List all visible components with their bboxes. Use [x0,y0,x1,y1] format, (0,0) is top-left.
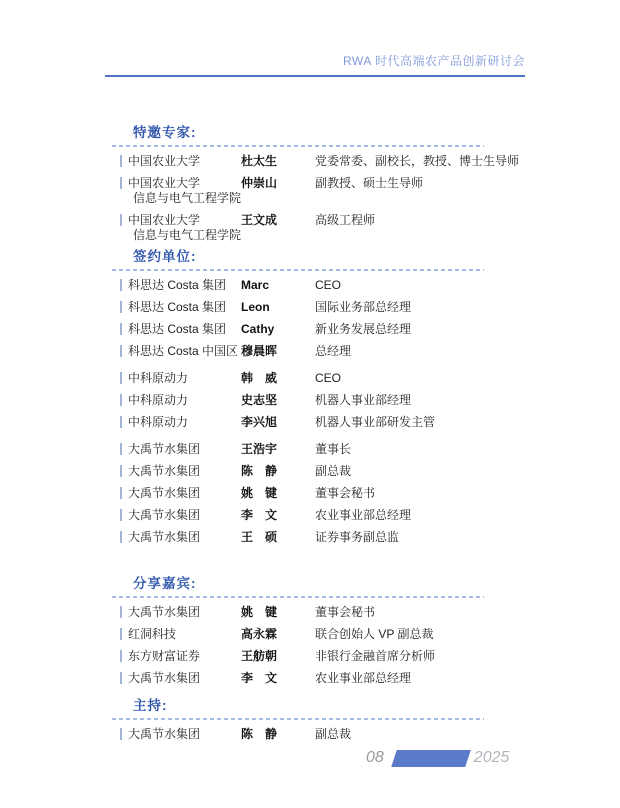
person-name-cell: 姚 键 [241,486,278,500]
section-divider [112,718,484,720]
row-group [105,371,525,430]
organization-cell: 中科原动力 [128,393,189,407]
section-signing-units [105,249,525,545]
section-title: 特邀专家: [133,125,197,140]
row-marker [120,372,122,384]
job-title-cell: 董事会秘书 [315,486,376,500]
job-title-cell: 新业务发展总经理 [315,322,412,336]
person-name-cell: 陈 静 [241,727,278,741]
table-row [105,344,525,359]
footer-year: 2025 [473,749,510,766]
row-marker [120,394,122,406]
person-name-cell: 王浩宇 [241,442,278,456]
job-title-cell: CEO [315,278,342,292]
row-marker [120,465,122,477]
row-marker [120,279,122,291]
table-row [105,649,525,664]
organization-cell: 中国农业大学 信息与电气工程学院 [128,213,242,242]
job-title-cell: 非银行金融首席分析师 [315,649,436,663]
table-row [105,530,525,545]
person-name-cell: Leon [241,300,270,314]
person-name-cell: 姚 键 [241,605,278,619]
organization-cell: 中科原动力 [128,415,189,429]
job-title-cell: 机器人事业部研发主管 [315,415,436,429]
organization-cell: 科思达 Costa 集团 [128,278,227,292]
person-name-cell: 穆晨晖 [241,344,278,358]
job-title-cell: CEO [315,371,342,385]
organization-cell: 科思达 Costa 集团 [128,300,227,314]
row-marker [120,509,122,521]
job-title-cell: 党委常委、副校长，教授、博士生导师 [315,154,520,168]
table-row [105,154,525,169]
row-marker [120,177,122,189]
section-divider [112,596,484,598]
person-name-cell: 仲崇山 [241,176,278,190]
section-title: 签约单位: [133,249,197,264]
row-group [105,442,525,545]
job-title-cell: 农业事业部总经理 [315,671,412,685]
organization-cell: 中科原动力 [128,371,189,385]
row-marker [120,728,122,740]
section-host [105,698,525,742]
table-row [105,464,525,479]
section-title: 主持: [133,698,168,713]
person-name-cell: 韩 威 [241,371,278,385]
person-name-cell: Marc [241,278,270,292]
row-marker [120,443,122,455]
row-marker [120,487,122,499]
organization-line2: 信息与电气工程学院 [133,228,242,242]
person-name-cell: 史志坚 [241,393,278,407]
footer-accent-bar [391,750,471,767]
person-name-cell: 李兴旭 [241,415,278,429]
row-marker [120,155,122,167]
row-marker [120,650,122,662]
job-title-cell: 董事长 [315,442,352,456]
table-row [105,300,525,315]
job-title-cell: 机器人事业部经理 [315,393,412,407]
table-row [105,393,525,408]
organization-cell: 大禹节水集团 [128,508,201,522]
page-footer [366,749,509,767]
organization-cell: 大禹节水集团 [128,671,201,685]
job-title-cell: 董事会秘书 [315,605,376,619]
job-title-cell: 联合创始人 VP 副总裁 [315,627,434,641]
organization-cell: 科思达 Costa 中国区 [128,344,239,358]
person-name-cell: 王文成 [241,213,278,227]
row-marker [120,531,122,543]
row-marker [120,214,122,226]
table-row [105,442,525,457]
organization-cell: 大禹节水集团 [128,530,201,544]
section-sharing-guests [105,576,525,686]
table-row [105,486,525,501]
organization-cell: 中国农业大学 信息与电气工程学院 [128,176,242,205]
page-header [105,0,525,77]
organization-cell: 大禹节水集团 [128,464,201,478]
job-title-cell: 副总裁 [315,727,352,741]
organization-cell: 大禹节水集团 [128,605,201,619]
row-group [105,154,525,243]
section-invited-experts [105,125,525,243]
table-row [105,176,525,206]
row-group [105,605,525,686]
organization-cell: 东方财富证券 [128,649,201,663]
table-row [105,213,525,243]
table-row [105,627,525,642]
footer-page-number: 08 [366,749,384,766]
organization-cell: 大禹节水集团 [128,727,201,741]
person-name-cell: 王 硕 [241,530,278,544]
table-row [105,508,525,523]
job-title-cell: 副总裁 [315,464,352,478]
table-row [105,415,525,430]
row-marker [120,345,122,357]
person-name-cell: 李 文 [241,508,278,522]
organization-cell: 大禹节水集团 [128,486,201,500]
row-marker [120,323,122,335]
organization-cell: 科思达 Costa 集团 [128,322,227,336]
section-title: 分享嘉宾: [133,576,197,591]
job-title-cell: 国际业务部总经理 [315,300,412,314]
job-title-cell: 农业事业部总经理 [315,508,412,522]
organization-cell: 中国农业大学 [128,154,201,168]
row-marker [120,606,122,618]
row-marker [120,301,122,313]
table-row [105,322,525,337]
person-name-cell: 王舫朝 [241,649,278,663]
row-marker [120,672,122,684]
header-title: RWA 时代高端农产品创新研讨会 [342,54,525,68]
organization-line2: 信息与电气工程学院 [133,191,242,205]
person-name-cell: 杜太生 [241,154,278,168]
table-row [105,671,525,686]
row-marker [120,628,122,640]
header-rule [105,75,525,77]
row-group [105,278,525,359]
table-row [105,727,525,742]
person-name-cell: 高永霖 [241,627,278,641]
row-group [105,727,525,742]
table-row [105,371,525,386]
person-name-cell: 陈 静 [241,464,278,478]
person-name-cell: Cathy [241,322,275,336]
row-marker [120,416,122,428]
organization-cell: 红洞科技 [128,627,177,641]
job-title-cell: 高级工程师 [315,213,376,227]
job-title-cell: 副教授、硕士生导师 [315,176,424,190]
job-title-cell: 总经理 [315,344,352,358]
person-name-cell: 李 文 [241,671,278,685]
table-row [105,605,525,620]
section-divider [112,269,484,271]
job-title-cell: 证券事务副总监 [315,530,400,544]
section-divider [112,145,484,147]
table-row [105,278,525,293]
organization-cell: 大禹节水集团 [128,442,201,456]
